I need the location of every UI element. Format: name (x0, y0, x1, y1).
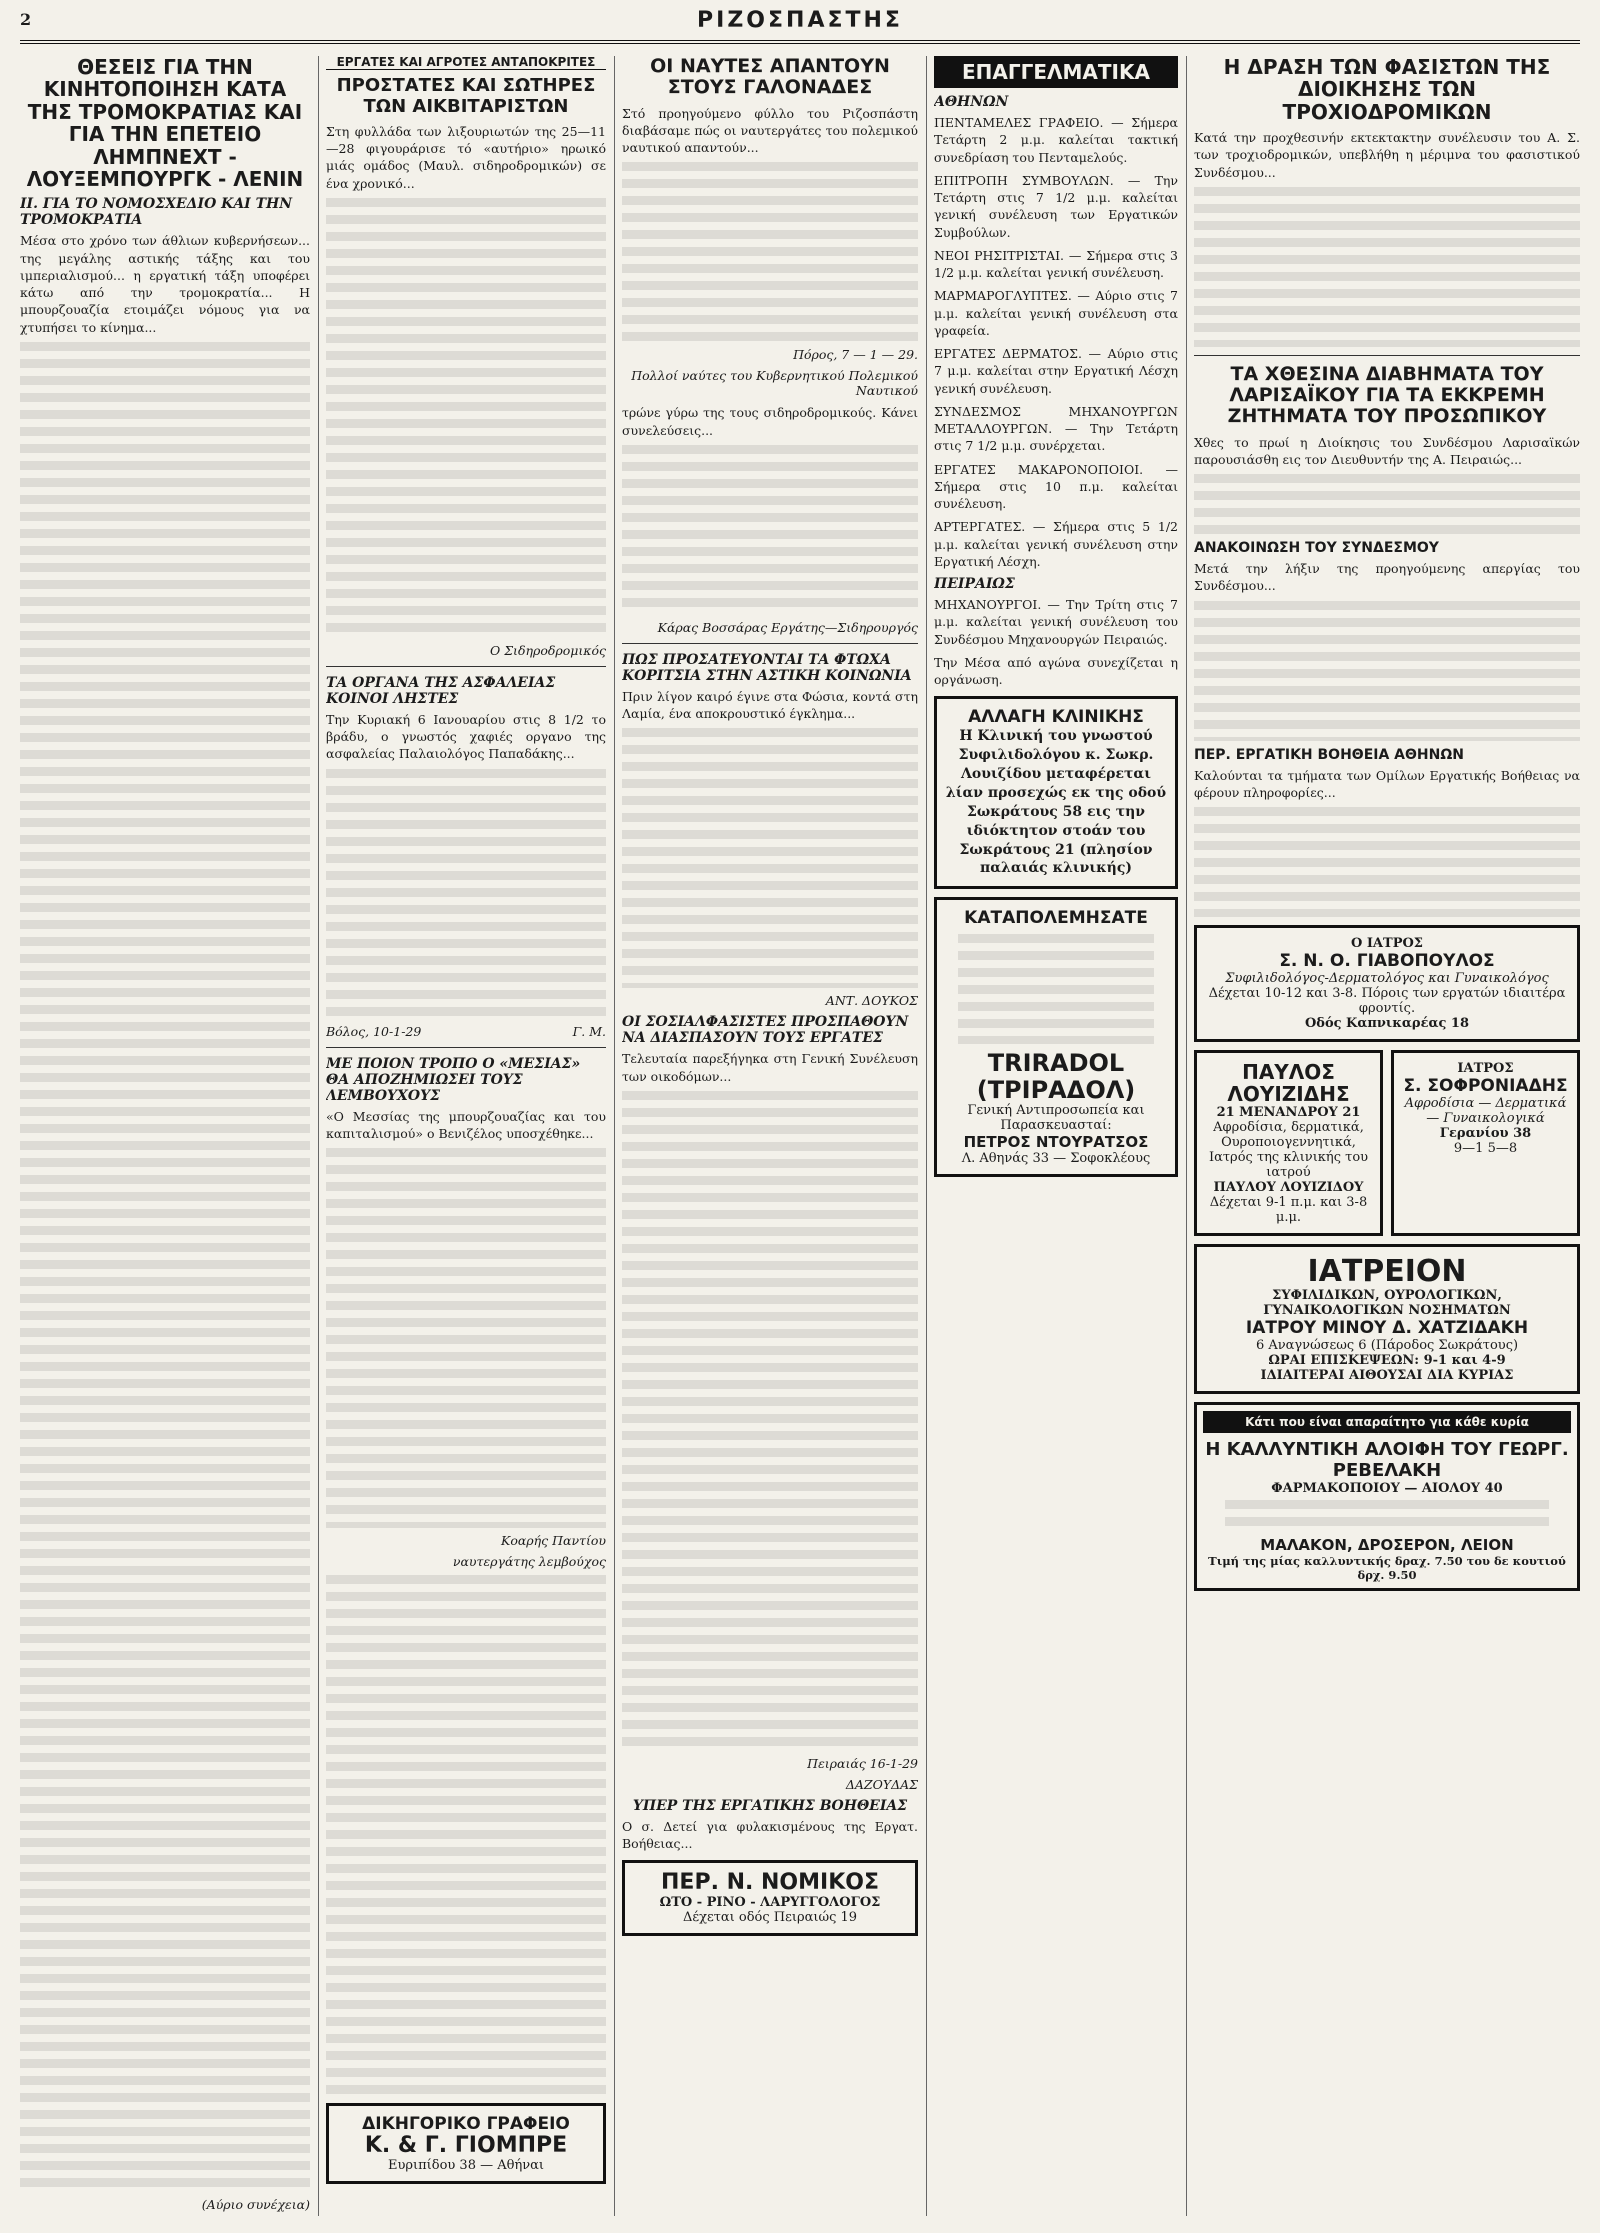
article-headline: ΟΙ ΝΑΥΤΕΣ ΑΠΑΝΤΟΥΝ ΣΤΟΥΣ ΓΑΛΟΝΑΔΕΣ (650, 56, 890, 99)
article-subhead: ΥΠΕΡ ΤΗΣ ΕΡΓΑΤΙΚΗΣ ΒΟΗΘΕΙΑΣ (632, 1797, 908, 1814)
ad-name: Σ. Ν. Ο. ΓΙΑΒΟΠΟΥΛΟΣ (1279, 951, 1495, 972)
article-headline: Η ΔΡΑΣΗ ΤΩΝ ΦΑΣΙΣΤΩΝ ΤΗΣ ΔΙΟΙΚΗΣΗΣ ΤΩΝ ΤΡΟΧΙΟΔΡΟΜΙΚΩΝ (1223, 56, 1551, 124)
ad-address: 21 ΜΕΝΑΝΔΡΟΥ 21 (1216, 1105, 1361, 1121)
ad-hours: Δέχεται 9-1 π.μ. και 3-8 μ.μ. (1209, 1195, 1368, 1226)
ad-line: Δέχεται οδός Πειραιώς 19 (682, 1910, 858, 1926)
notice-item: ΜΑΡΜΑΡΟΓΛΥΠΤΕΣ. — Αύριο στις 7 μ.μ. καλείται γενική συνέλευση στα γραφεία. (934, 288, 1178, 338)
ad-doctor-nomikos (622, 1860, 918, 1936)
ad-revelakis (1194, 1402, 1580, 1591)
article-signature: Κάρας Βοσσάρας Εργάτης—Σιδηρουργός (657, 619, 918, 635)
ad-spec: Αφροδίσια, δερματικά, Ουροποιογεννητικά, Ιατρός της κλινικής του ιατρού (1208, 1120, 1369, 1181)
article-body: Τελευταία παρεξήγηκα στη Γενική Συνέλευση των οικοδόμων... (622, 1051, 918, 1084)
article-subhead: ΠΕΡ. ΕΡΓΑΤΙΚΗ ΒΟΗΘΕΙΑ ΑΘΗΝΩΝ (1194, 746, 1464, 763)
column-5 (1194, 56, 1580, 2216)
notices-list (934, 114, 1178, 570)
ad-louizidis (1194, 1050, 1383, 1236)
ad-role: Ο ΙΑΤΡΟΣ (1351, 936, 1423, 952)
column-rule (1186, 56, 1187, 2216)
ad-firm: ΠΕΤΡΟΣ ΝΤΟΥΡΑΤΣΟΣ (963, 1133, 1149, 1152)
column-rule (614, 56, 615, 2216)
article-body: «Ο Μεσσίας της μπουρζουαζίας και του καπιταλισμού» ο Βενιζέλος υποσχέθηκε... (326, 1108, 606, 1141)
ad-title: Η ΚΑΛΛΥΝΤΙΚΗ ΑΛΟΙΦΗ ΤΟΥ ΓΕΩΡΓ. ΡΕΒΕΛΑΚΗ (1205, 1439, 1569, 1482)
column-3 (622, 56, 918, 2216)
article-subhead: ΠΩΣ ΠΡΟΣΑΤΕΥΟΝΤΑΙ ΤΑ ΦΤΩΧΑ ΚΟΡΙΤΣΙΑ ΣΤΗΝ ΑΣΤΙΚΗ ΚΟΙΝΩΝΙΑ (622, 651, 912, 684)
article-continuation (326, 1575, 606, 2095)
ad-row (1194, 1050, 1580, 1236)
article-headline: ΤΑ ΧΘΕΣΙΝΑ ΔΙΑΒΗΜΑΤΑ ΤΟΥ ΛΑΡΙΣΑΪΚΟΥ ΓΙΑ ΤΑ ΕΚΚΡΕΜΗ ΖΗΤΗΜΑΤΑ ΤΟΥ ΠΡΟΣΩΠΙΚΟΥ (1227, 362, 1547, 428)
article-continuation (1194, 474, 1580, 534)
article-initials: Γ. Μ. (572, 1023, 606, 1039)
column-1 (20, 56, 310, 2216)
ad-spec: ΣΥΦΙΛΙΔΙΚΩΝ, ΟΥΡΟΛΟΓΙΚΩΝ, ΓΥΝΑΙΚΟΛΟΓΙΚΩΝ ΝΟΣΗΜΑΤΩΝ (1263, 1288, 1511, 1319)
section-label: ΠΕΙΡΑΙΩΣ (934, 576, 1015, 592)
article-subhead: ΙΙ. ΓΙΑ ΤΟ ΝΟΜΟΣΧΕΔΙΟ ΚΑΙ ΤΗΝ ΤΡΟΜΟΚΡΑΤΙΑ (20, 196, 293, 229)
article-headline: ΠΡΟΣΤΑΤΕΣ ΚΑΙ ΣΩΤΗΡΕΣ ΤΩΝ ΑΙΚΒΙΤΑΡΙΣΤΩΝ (336, 75, 596, 117)
ad-sofroniadis (1391, 1050, 1580, 1236)
article-headline: ΘΕΣΕΙΣ ΓΙΑ ΤΗΝ ΚΙΝΗΤΟΠΟΙΗΣΗ ΚΑΤΑ ΤΗΣ ΤΡΟΜΟΚΡΑΤΙΑΣ ΚΑΙ ΓΙΑ ΤΗΝ ΕΠΕΤΕΙΟ ΛΗΜΠΝΕΧΤ - ΛΟΥΞΕΜΠΟΥΡΓΚ - ΛΕΝΙΝ (26, 56, 304, 191)
column-4 (934, 56, 1178, 2216)
ad-brand: TRIRADOL (ΤΡΙΡΑΔΟΛ) (976, 1049, 1136, 1104)
article-end-note: (Αύριο συνέχεια) (201, 2196, 310, 2212)
ad-text: Η Κλινική του γνωστού Συφιλιδολόγου κ. Σωκρ. Λουιζίδου μεταφέρεται λίαν προσεχώς εκ της οδού Σωκράτους 58 εις την ιδιόκτητον στοάν του Σωκράτους 21 (πλησίον παλαιάς κλινικής) (945, 728, 1167, 877)
article-signature-role: ναυτεργάτης λεμβούχος (452, 1554, 606, 1569)
section-label: ΑΘΗΝΩΝ (934, 94, 1009, 110)
article-body: Μέσα στο χρόνο των άθλιων κυβερνήσεων... της μεγάλης αστικής τάξης και του ιμπεριαλισμού... η εργατική τάξη υποφέρει κάτω από την τρομοκρατία... Η μπουρζουαζία ετοιμάζει νόμους για να χτυπήσει το κίνημα... (20, 233, 310, 335)
ad-text: Δέχεται 10-12 και 3-8. Πόροις των εργατών ιδιαιτέρα φροντίς. (1208, 986, 1566, 1017)
article-body: Καλούνται τα τμήματα των Ομίλων Εργατικής Βοήθειας να φέρουν πληροφορίες... (1194, 767, 1580, 800)
notice-item: ΕΠΙΤΡΟΠΗ ΣΥΜΒΟΥΛΩΝ. — Την Τετάρτη στις 7 1/2 μ.μ. καλείται γενική συνέλευση των Εργατικών Συμβούλων. (934, 172, 1178, 240)
ad-name: ΠΕΡ. Ν. ΝΟΜΙΚΟΣ (661, 1870, 879, 1896)
notices-list (934, 596, 1178, 688)
article-dateline: Βόλος, 10-1-29 (326, 1023, 422, 1039)
notice-item: ΜΗΧΑΝΟΥΡΓΟΙ. — Την Τρίτη στις 7 μ.μ. καλείται γενική συνέλευση του Συνδέσμου Μηχανουργών Πειραιώς. (934, 597, 1178, 647)
ad-text: Γενική Αντιπροσωπεία και Παρασκευασταί: (967, 1103, 1145, 1134)
ad-spec: Συφιλιδολόγος-Δερματολόγος και Γυναικολόγος (1225, 971, 1549, 987)
ad-address: Οδός Καπνικαρέας 18 (1304, 1016, 1470, 1032)
article-dateline: Πειραιάς 16-1-29 (807, 1755, 918, 1771)
article-subhead: ΤΑ ΟΡΓΑΝΑ ΤΗΣ ΑΣΦΑΛΕΙΑΣ ΚΟΙΝΟΙ ΛΗΣΤΕΣ (326, 674, 556, 707)
newspaper-title: ΡΙΖΟΣΠΑΣΤΗΣ (697, 8, 903, 33)
ad-name: ΠΑΥΛΟΣ ΛΟΥΙΖΙΔΗΣ (1227, 1060, 1350, 1107)
notice-item: ΕΡΓΑΤΕΣ ΜΑΚΑΡΟΝΟΠΟΙΟΙ. — Σήμερα στις 10 π.μ. καλείται συνέλευση. (934, 461, 1178, 511)
ad-hours: ΩΡΑΙ ΕΠΙΣΚΕΨΕΩΝ: 9-1 και 4-9 (1268, 1353, 1506, 1369)
ad-lead: Κάτι που είναι απαραίτητο για κάθε κυρία (1203, 1411, 1571, 1433)
article-signature: Κοαρής Παντίου (501, 1533, 606, 1548)
ad-spec: Αφροδίσια — Δερματικά — Γυναικολογικά (1404, 1096, 1567, 1127)
ad-title: ΑΛΛΑΓΗ ΚΛΙΝΙΚΗΣ (968, 707, 1144, 728)
article-body: Πριν λίγον καιρό έγινε στα Φώσια, κοντά στη Λαμία, ένα αποκρουστικό έγκλημα... (622, 688, 918, 722)
notice-item: Την Μέσα από αγώνα συνεχίζεται η οργάνωση. (934, 654, 1178, 687)
ad-extra: ΠΑΥΛΟΥ ΛΟΥΙΖΙΔΟΥ (1213, 1180, 1364, 1196)
article-continuation (1194, 601, 1580, 741)
ad-name: ΙΑΤΡΟΥ ΜΙΝΟΥ Δ. ΧΑΤΖΙΔΑΚΗ (1245, 1318, 1529, 1339)
article-body: Την Κυριακή 6 Ιανουαρίου στις 8 1/2 το βράδυ, ο γνωστός χαφιές οργανο της ασφαλείας Παλαιολόγος Παπαδάκης... (326, 711, 606, 762)
notice-item: ΑΡΤΕΡΓΑΤΕΣ. — Σήμερα στις 5 1/2 μ.μ. καλείται γενική συνέλευση στην Εργατική Λέσχη. (934, 519, 1178, 569)
ad-address: Ευριπίδου 38 — Αθήναι (387, 2158, 545, 2174)
masthead (20, 6, 1580, 44)
article-continuation (326, 769, 606, 1019)
article-signature: ΔΑΖΟΥΔΑΣ (845, 1776, 918, 1792)
notice-item: ΕΡΓΑΤΕΣ ΔΕΡΜΑΤΟΣ. — Αύριο στις 7 μ.μ. καλείται στην Εργατική Λέσχη γενική συνέλευση. (934, 346, 1178, 396)
article-continuation (1194, 807, 1580, 917)
article-continuation (622, 162, 918, 342)
ad-role: ΙΑΤΡΟΣ (1457, 1061, 1514, 1077)
ad-address: Γερανίου 38 (1439, 1126, 1532, 1142)
article-continuation (622, 445, 918, 615)
article-subhead: ΟΙ ΣΟΣΙΑΛΦΑΣΙΣΤΕΣ ΠΡΟΣΠΑΘΟΥΝ ΝΑ ΔΙΑΣΠΑΣΟΥΝ ΤΟΥΣ ΕΡΓΑΤΕΣ (622, 1014, 909, 1047)
page-number: 2 (20, 10, 32, 29)
article-body: τρώνε γύρω της τους σιδηροδρομικούς. Κάνει συνελεύσεις... (622, 405, 918, 438)
ad-props: ΜΑΛΑΚΟΝ, ΔΡΟΣΕΡΟΝ, ΛΕΙΟΝ (1260, 1536, 1514, 1555)
ad-role: ΩΤΟ - ΡΙΝΟ - ΛΑΡΥΓΓΟΛΟΓΟΣ (659, 1895, 881, 1911)
ad-title: ΙΑΤΡΕΙΟΝ (1307, 1254, 1467, 1290)
ad-title: ΔΙΚΗΓΟΡΙΚΟ ΓΡΑΦΕΙΟ (362, 2114, 570, 2134)
ad-name: Κ. & Γ. ΓΙΟΜΠΡΕ (364, 2133, 568, 2158)
article-body: Μετά την λήξιν της προηγούμενης απεργίας του Συνδέσμου... (1194, 561, 1580, 594)
notice-item: ΣΥΝΔΕΣΜΟΣ ΜΗΧΑΝΟΥΡΓΩΝ ΜΕΤΑΛΛΟΥΡΓΩΝ. — Την Τετάρτη στις 7 1/2 μ.μ. συνέρχεται. (934, 403, 1178, 454)
article-continuation (1194, 187, 1580, 347)
article-continuation (20, 342, 310, 2192)
article-body: Χθες το πρωί η Διοίκησις του Συνδέσμου Λαρισαϊκών παρουσιάσθη εις τον Διευθυντήν της Α. Πειραιώς... (1194, 434, 1580, 467)
column-rule (318, 56, 319, 2216)
ad-clinic-change (934, 696, 1178, 889)
ad-triradol (934, 897, 1178, 1177)
article-signature: Ο Σιδηροδρομικός (490, 642, 606, 658)
article-body: Στη φυλλάδα των λιξουριωτών της 25—11—28 φιγουράρισε τό «αυτήριο» ηρωικό μιάς ομάδος (Μαυλ. σιδηροδρομικών) σε ένα χρονικό... (326, 123, 606, 191)
ad-address: Λ. Αθηνάς 33 — Σοφοκλέους (961, 1151, 1151, 1167)
article-continuation (622, 728, 918, 988)
ad-price: Τιμή της μίας καλλυντικής δραχ. 7.50 του δε κουτιού δρχ. 9.50 (1208, 1554, 1566, 1583)
column-2 (326, 56, 606, 2216)
article-signature: ΑΝΤ. ΔΟΥΚΟΣ (825, 993, 918, 1009)
ad-title: ΚΑΤΑΠΟΛΕΜΗΣΑΤΕ (964, 908, 1148, 929)
ad-address: 6 Αναγνώσεως 6 (Πάροδος Σωκράτους) (1255, 1338, 1519, 1354)
ad-footer: ΙΔΙΑΙΤΕΡΑΙ ΑΙΘΟΥΣΑΙ ΔΙΑ ΚΥΡΙΑΣ (1260, 1368, 1514, 1384)
article-body: Ο σ. Δετεί για φυλακισμένους της Εργατ. Βοήθειας... (622, 1818, 918, 1852)
ad-law-office (326, 2103, 606, 2184)
column-rule (926, 56, 927, 2216)
ad-address: ΦΑΡΜΑΚΟΠΟΙΟΥ — ΑΙΟΛΟΥ 40 (1271, 1481, 1503, 1497)
article-subhead: ΜΕ ΠΟΙΟΝ ΤΡΟΠΟ Ο «ΜΕΣΙΑΣ» ΘΑ ΑΠΟΖΗΜΙΩΣΕΙ ΤΟΥΣ ΛΕΜΒΟΥΧΟΥΣ (326, 1055, 581, 1104)
ad-doctor-giavopoulos (1194, 925, 1580, 1042)
article-continuation (326, 198, 606, 638)
article-continuation (622, 1091, 918, 1751)
ad-name: Σ. ΣΟΦΡΟΝΙΑΔΗΣ (1403, 1076, 1568, 1097)
article-body: Στό προηγούμενο φύλλο του Ριζοσπάστη διαβάσαμε πώς οι ναυτεργάτες του πολεμικού ναυτικού απαντούν... (622, 105, 918, 156)
article-body: Κατά την προχθεσινήν εκτεκτακτην συνέλευσιν του Α. Σ. των τροχιοδρομικών, υπεβλήθη η μέριμνα του φασιστικού Συνδέσμου... (1194, 130, 1580, 180)
section-headline: ΕΠΑΓΓΕΛΜΑΤΙΚΑ (934, 56, 1178, 88)
article-subhead: ΑΝΑΚΟΙΝΩΣΗ ΤΟΥ ΣΥΝΔΕΣΜΟΥ (1194, 540, 1439, 557)
ad-hours: 9—1 5—8 (1453, 1141, 1518, 1157)
section-kicker: ΕΡΓΑΤΕΣ ΚΑΙ ΑΓΡΟΤΕΣ ΑΝΤΑΠΟΚΡΙΤΕΣ (326, 56, 606, 70)
article-place: Πόρος, 7 — 1 — 29. (793, 347, 918, 363)
notice-item: ΝΕΟΙ ΡΗΣΙΤΡΙΣΤΑΙ. — Σήμερα στις 3 1/2 μ.μ. καλείται γενική συνέλευση. (934, 247, 1178, 280)
article-continuation (326, 1148, 606, 1528)
article-signature: Πολλοί ναύτες του Κυβερνητικού Πολεμικού Ναυτικού (631, 368, 918, 399)
notice-item: ΠΕΝΤΑΜΕΛΕΣ ΓΡΑΦΕΙΟ. — Σήμερα Τετάρτη 2 μ.μ. καλείται τακτική συνεδρίαση του Πενταμελούς. (934, 115, 1178, 165)
ad-iatreion (1194, 1244, 1580, 1394)
